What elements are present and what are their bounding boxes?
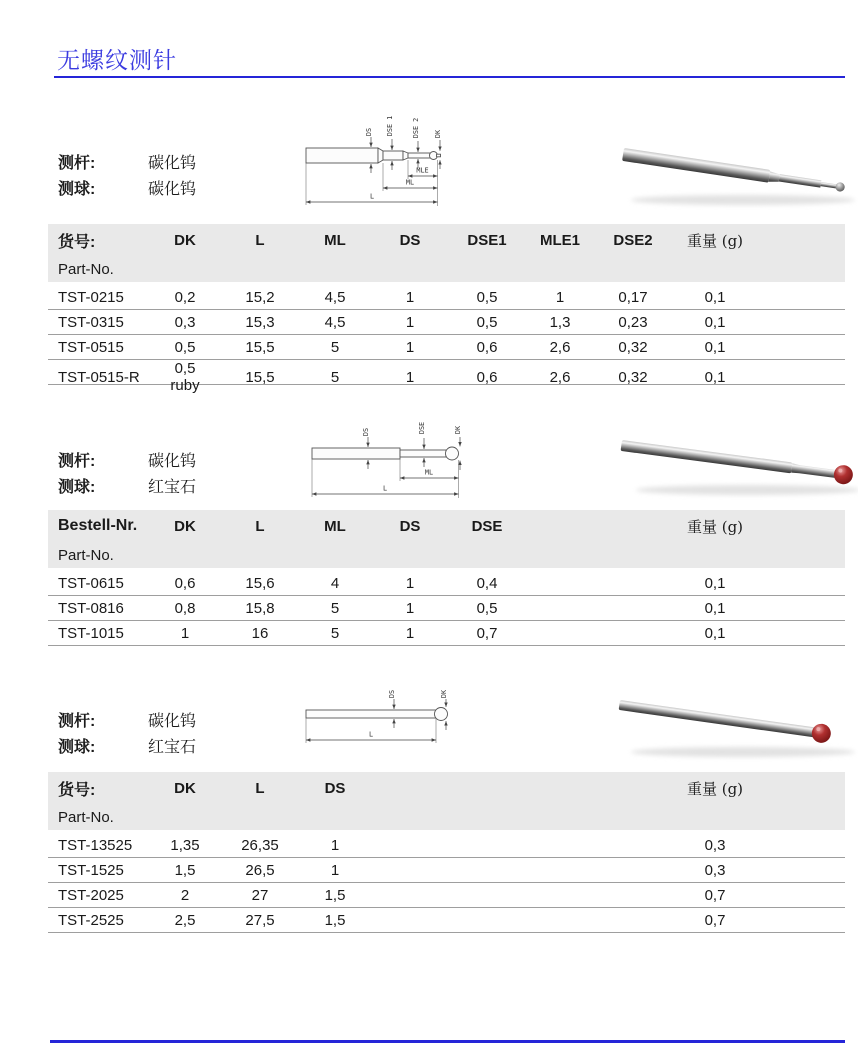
value-cell: 1,5 [324,911,346,929]
ball-label: 测球: [58,739,96,756]
value-cell: 2 [180,886,190,904]
column-header: DK [174,517,196,535]
value-cell: 1 [405,338,415,356]
weight-cell: 0,1 [704,338,726,356]
dim-label: DK [434,129,442,139]
value-cell: 1 [180,624,190,642]
value-cell: 15,2 [245,288,275,306]
value-cell: 0,6 [476,338,498,356]
value-cell: 15,6 [245,574,275,592]
table-row [48,360,845,394]
column-header: DS [399,517,421,535]
value-cell: 5 [330,368,340,386]
shaft-label: 测杆: [58,453,96,470]
value-cell: 0,4 [476,574,498,592]
stylus-diagram-2 [308,414,483,506]
stylus-diagram-3 [302,684,462,754]
weight-cell: 0,1 [704,624,726,642]
column-header: DS [399,231,421,249]
value-cell: 1,5 [174,861,196,879]
page-title: 无螺纹测针 [57,48,177,74]
column-header: DSE2 [613,231,653,249]
part-number: TST-2025 [58,886,124,904]
info-row [58,150,318,172]
shaft-material: 碳化钨 [148,713,197,730]
weight-cell: 0,1 [704,599,726,617]
weight-header: 重量 (g) [686,517,744,536]
dim-label: L [369,192,375,201]
weight-cell: 0,1 [704,574,726,592]
weight-cell: 0,1 [704,288,726,306]
value-cell: 5 [330,599,340,617]
table-subheader-row [48,256,845,282]
value-cell: 0,2 [174,288,196,306]
value-cell: 15,5 [245,368,275,386]
value-cell: 2,6 [549,338,571,356]
stylus-photo-1 [608,134,858,212]
table-header-row [48,772,845,804]
info-row [58,474,318,496]
part-number: TST-0315 [58,313,124,331]
part-no-subheader: Part-No. [58,808,114,826]
column-header: L [255,517,265,535]
value-cell: 1 [405,288,415,306]
table-row [48,833,845,858]
value-cell: 0,5 [476,599,498,617]
dim-label: DS [362,427,370,437]
footer-rule [50,1040,845,1043]
shaft-material: 碳化钨 [148,155,197,172]
ball-label: 测球: [58,181,96,198]
title-underline [54,76,845,78]
value-cell: 1,5 [324,886,346,904]
table-row [48,908,845,933]
stylus-photo-2 [608,424,858,502]
table-row [48,621,845,646]
column-header: ML [324,517,346,535]
value-cell: 27,5 [245,911,275,929]
value-cell: 16 [251,624,269,642]
table-body [48,833,845,933]
value-cell: 0,3 [174,313,196,331]
ball-material: 红宝石 [148,479,197,496]
table-body [48,285,845,394]
stylus-diagram-1 [300,112,495,212]
dim-label: DS [388,689,396,699]
ball-material: 碳化钨 [148,181,197,198]
value-cell: 1 [405,368,415,386]
dim-label: L [382,484,388,493]
table-header-row [48,224,845,256]
column-header: DS [324,779,346,797]
part-number: TST-13525 [58,836,133,854]
weight-cell: 0,7 [704,911,726,929]
value-cell: 0,7 [476,624,498,642]
weight-cell: 0,1 [704,368,726,386]
value-cell: 15,8 [245,599,275,617]
ball-material: 红宝石 [148,739,197,756]
value-cell: 2,6 [549,368,571,386]
column-header: DK [174,779,196,797]
part-number: TST-2525 [58,911,124,929]
value-cell: 26,35 [241,836,279,854]
spec-table-3 [48,772,845,933]
part-no-subheader: Part-No. [58,260,114,278]
value-cell: 1 [405,313,415,331]
stylus-photo-3 [608,686,858,764]
column-header: DSE [471,517,503,535]
value-cell: 1 [555,288,565,306]
table-header [48,224,845,282]
info-row [58,176,318,198]
table-row [48,596,845,621]
part-no-subheader: Part-No. [58,546,114,564]
part-no-header: 货号: [58,781,96,799]
weight-header: 重量 (g) [686,231,744,250]
table-subheader-row [48,542,845,568]
value-cell: 27 [251,886,269,904]
value-cell: 0,6 [476,368,498,386]
value-cell: 0,6 [174,574,196,592]
value-cell: 1 [330,836,340,854]
spec-table-2 [48,510,845,646]
value-cell: 4 [330,574,340,592]
column-header: ML [324,231,346,249]
table-header [48,510,845,568]
part-no-header: 货号: [58,233,96,251]
value-cell: 0,32 [618,368,648,386]
table-body [48,571,845,646]
table-subheader-row [48,804,845,830]
value-cell: 4,5 [324,288,346,306]
dim-label: DS [365,127,373,137]
info-row [58,708,318,730]
value-cell: 15,3 [245,313,275,331]
dim-label: DK [454,425,462,435]
value-cell: 4,5 [324,313,346,331]
shaft-label: 测杆: [58,713,96,730]
value-cell: 5 [330,338,340,356]
value-cell: 0,8 [174,599,196,617]
ball-label: 测球: [58,479,96,496]
part-number: TST-1525 [58,861,124,879]
weight-cell: 0,7 [704,886,726,904]
part-number: TST-0615 [58,574,124,592]
value-cell: 2,5 [174,911,196,929]
value-cell: 0,5 [476,313,498,331]
value-cell: 1,35 [170,836,200,854]
value-cell: 1 [405,574,415,592]
part-no-header: Bestell-Nr. [58,517,138,534]
spec-table-1 [48,224,845,394]
column-header: DSE1 [467,231,507,249]
dim-label: ML [405,178,415,187]
table-header-row [48,510,845,542]
part-number: TST-1015 [58,624,124,642]
value-cell: 15,5 [245,338,275,356]
dim-label: DK [440,689,448,699]
part-number: TST-0515-R [58,368,140,386]
info-row [58,448,318,470]
value-cell: 0,5 ruby [170,360,200,394]
value-cell: 5 [330,624,340,642]
column-header: L [255,779,265,797]
value-cell: 1 [405,599,415,617]
column-header: DK [174,231,196,249]
value-cell: 1,3 [549,313,571,331]
table-row [48,571,845,596]
dim-label: DSE 1 [386,115,394,137]
value-cell: 0,5 [174,338,196,356]
value-cell: 26,5 [245,861,275,879]
shaft-label: 测杆: [58,155,96,172]
table-header [48,772,845,830]
table-row [48,335,845,360]
column-header: MLE1 [539,231,580,249]
weight-header: 重量 (g) [686,779,744,798]
weight-cell: 0,3 [704,861,726,879]
table-row [48,285,845,310]
dim-label: L [368,730,374,739]
value-cell: 0,17 [618,288,648,306]
dim-label: DSE [418,421,426,435]
table-row [48,310,845,335]
table-row [48,858,845,883]
weight-cell: 0,1 [704,313,726,331]
table-row [48,883,845,908]
dim-label: DSE 2 [412,117,420,139]
part-number: TST-0816 [58,599,124,617]
weight-cell: 0,3 [704,836,726,854]
info-row [58,734,318,756]
shaft-material: 碳化钨 [148,453,197,470]
dim-label: MLE [416,166,429,175]
value-cell: 0,23 [618,313,648,331]
value-cell: 0,5 [476,288,498,306]
value-cell: 0,32 [618,338,648,356]
part-number: TST-0515 [58,338,124,356]
value-cell: 1 [330,861,340,879]
column-header: L [255,231,265,249]
dim-label: ML [424,468,434,477]
part-number: TST-0215 [58,288,124,306]
value-cell: 1 [405,624,415,642]
